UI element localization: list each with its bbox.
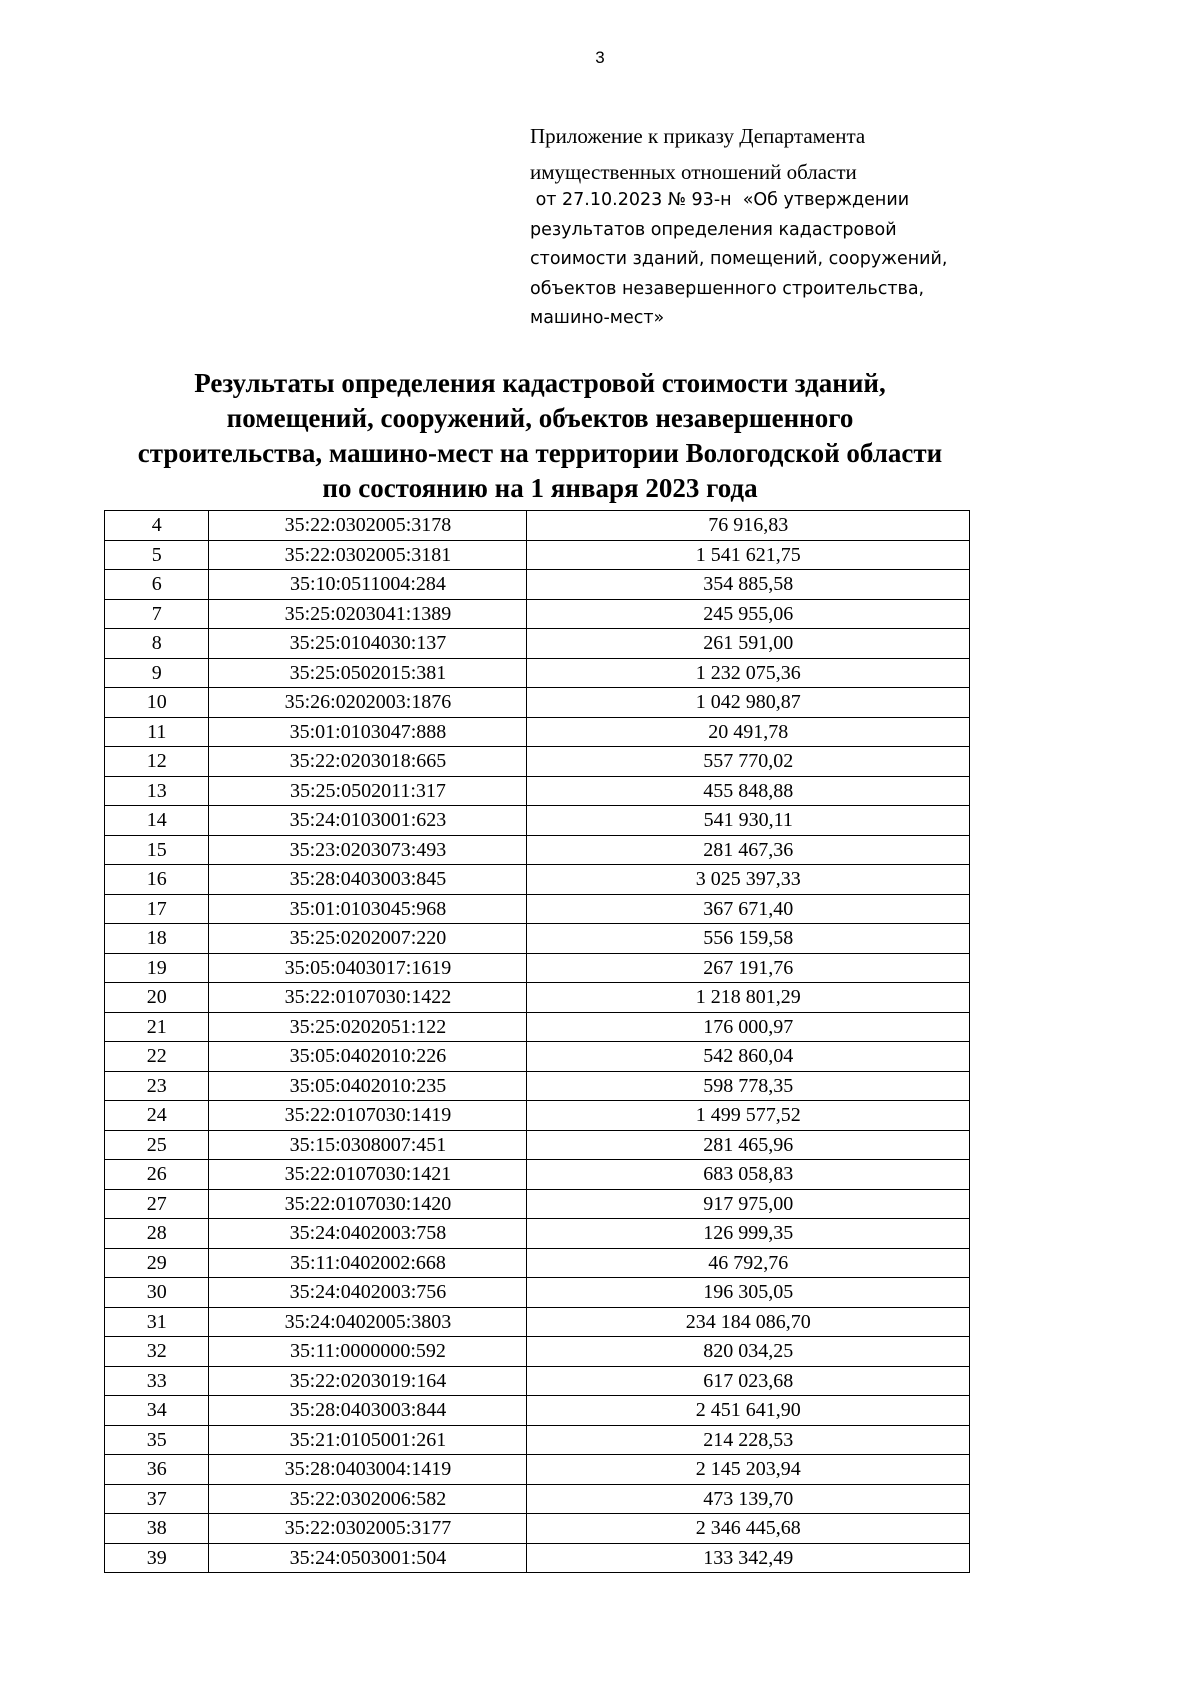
row-number-cell: 23 bbox=[105, 1071, 209, 1101]
table-row bbox=[105, 1425, 970, 1455]
table-row bbox=[105, 540, 970, 570]
cadastral-number-cell: 35:24:0402003:758 bbox=[209, 1219, 527, 1249]
cadastral-number-cell: 35:22:0107030:1420 bbox=[209, 1189, 527, 1219]
row-number-cell: 32 bbox=[105, 1337, 209, 1367]
table-row bbox=[105, 835, 970, 865]
cadastral-value-cell: 556 159,58 bbox=[527, 924, 970, 954]
cadastral-value-cell: 455 848,88 bbox=[527, 776, 970, 806]
cadastral-value-cell: 133 342,49 bbox=[527, 1543, 970, 1573]
title-line-4: по состоянию на 1 января 2023 года bbox=[322, 473, 758, 503]
cadastral-number-cell: 35:22:0203019:164 bbox=[209, 1366, 527, 1396]
table-row bbox=[105, 983, 970, 1013]
row-number-cell: 12 bbox=[105, 747, 209, 777]
appendix-note bbox=[530, 118, 990, 334]
cadastral-value-cell: 76 916,83 bbox=[527, 511, 970, 541]
table-row bbox=[105, 688, 970, 718]
table-row bbox=[105, 658, 970, 688]
cadastral-value-cell: 281 467,36 bbox=[527, 835, 970, 865]
table-row bbox=[105, 894, 970, 924]
row-number-cell: 39 bbox=[105, 1543, 209, 1573]
row-number-cell: 25 bbox=[105, 1130, 209, 1160]
cadastral-number-cell: 35:25:0502015:381 bbox=[209, 658, 527, 688]
cadastral-value-cell: 1 042 980,87 bbox=[527, 688, 970, 718]
appendix-line-4: результатов определения кадастровой bbox=[530, 219, 897, 240]
row-number-cell: 36 bbox=[105, 1455, 209, 1485]
cadastral-number-cell: 35:22:0302005:3177 bbox=[209, 1514, 527, 1544]
cadastral-number-cell: 35:24:0503001:504 bbox=[209, 1543, 527, 1573]
table-row bbox=[105, 1455, 970, 1485]
cadastral-value-cell: 1 541 621,75 bbox=[527, 540, 970, 570]
table-row bbox=[105, 717, 970, 747]
table-row bbox=[105, 1130, 970, 1160]
table-row bbox=[105, 1543, 970, 1573]
row-number-cell: 28 bbox=[105, 1219, 209, 1249]
row-number-cell: 30 bbox=[105, 1278, 209, 1308]
cadastral-number-cell: 35:22:0107030:1422 bbox=[209, 983, 527, 1013]
row-number-cell: 27 bbox=[105, 1189, 209, 1219]
table-row bbox=[105, 1042, 970, 1072]
row-number-cell: 17 bbox=[105, 894, 209, 924]
title-line-3: строительства, машино-мест на территории Вологодской области bbox=[137, 438, 943, 468]
cadastral-value-cell: 2 346 445,68 bbox=[527, 1514, 970, 1544]
row-number-cell: 13 bbox=[105, 776, 209, 806]
cadastral-value-cell: 234 184 086,70 bbox=[527, 1307, 970, 1337]
cadastral-value-cell: 2 145 203,94 bbox=[527, 1455, 970, 1485]
cadastral-value-cell: 541 930,11 bbox=[527, 806, 970, 836]
cadastral-number-cell: 35:01:0103045:968 bbox=[209, 894, 527, 924]
appendix-line-1: Приложение к приказу Департамента bbox=[530, 124, 866, 148]
table-row bbox=[105, 1366, 970, 1396]
cadastral-number-cell: 35:10:0511004:284 bbox=[209, 570, 527, 600]
cadastral-value-cell: 1 499 577,52 bbox=[527, 1101, 970, 1131]
row-number-cell: 14 bbox=[105, 806, 209, 836]
table-row bbox=[105, 865, 970, 895]
table-row bbox=[105, 1160, 970, 1190]
appendix-line-3: от 27.10.2023 № 93-н «Об утверждении bbox=[530, 190, 910, 210]
appendix-line-7: машино-мест» bbox=[530, 308, 665, 328]
cadastral-value-cell: 617 023,68 bbox=[527, 1366, 970, 1396]
table-row bbox=[105, 1219, 970, 1249]
cadastral-value-cell: 683 058,83 bbox=[527, 1160, 970, 1190]
row-number-cell: 20 bbox=[105, 983, 209, 1013]
cadastral-number-cell: 35:26:0202003:1876 bbox=[209, 688, 527, 718]
row-number-cell: 9 bbox=[105, 658, 209, 688]
table-row bbox=[105, 747, 970, 777]
title-line-2: помещений, сооружений, объектов незавершенного bbox=[226, 403, 854, 433]
table-row bbox=[105, 1012, 970, 1042]
cadastral-number-cell: 35:25:0502011:317 bbox=[209, 776, 527, 806]
cadastral-number-cell: 35:24:0103001:623 bbox=[209, 806, 527, 836]
row-number-cell: 8 bbox=[105, 629, 209, 659]
cadastral-number-cell: 35:22:0107030:1421 bbox=[209, 1160, 527, 1190]
cadastral-number-cell: 35:01:0103047:888 bbox=[209, 717, 527, 747]
cadastral-value-cell: 20 491,78 bbox=[527, 717, 970, 747]
cadastral-value-cell: 176 000,97 bbox=[527, 1012, 970, 1042]
cadastral-value-cell: 598 778,35 bbox=[527, 1071, 970, 1101]
row-number-cell: 18 bbox=[105, 924, 209, 954]
row-number-cell: 21 bbox=[105, 1012, 209, 1042]
table-row bbox=[105, 1484, 970, 1514]
cadastral-value-cell: 196 305,05 bbox=[527, 1278, 970, 1308]
cadastral-number-cell: 35:11:0000000:592 bbox=[209, 1337, 527, 1367]
appendix-line-2: имущественных отношений области bbox=[530, 160, 857, 184]
table-row bbox=[105, 511, 970, 541]
row-number-cell: 34 bbox=[105, 1396, 209, 1426]
table-row bbox=[105, 570, 970, 600]
row-number-cell: 5 bbox=[105, 540, 209, 570]
table-row bbox=[105, 924, 970, 954]
cadastral-value-cell: 1 218 801,29 bbox=[527, 983, 970, 1013]
row-number-cell: 11 bbox=[105, 717, 209, 747]
cadastral-number-cell: 35:23:0203073:493 bbox=[209, 835, 527, 865]
cadastral-value-cell: 281 465,96 bbox=[527, 1130, 970, 1160]
cadastral-number-cell: 35:22:0302005:3181 bbox=[209, 540, 527, 570]
table-row bbox=[105, 1337, 970, 1367]
cadastral-number-cell: 35:25:0202051:122 bbox=[209, 1012, 527, 1042]
cadastral-value-cell: 354 885,58 bbox=[527, 570, 970, 600]
table-row bbox=[105, 776, 970, 806]
cadastral-number-cell: 35:22:0302005:3178 bbox=[209, 511, 527, 541]
table-row bbox=[105, 1189, 970, 1219]
cadastral-number-cell: 35:28:0403003:845 bbox=[209, 865, 527, 895]
table-row bbox=[105, 1278, 970, 1308]
row-number-cell: 4 bbox=[105, 511, 209, 541]
appendix-line-5: стоимости зданий, помещений, сооружений, bbox=[530, 249, 948, 269]
row-number-cell: 22 bbox=[105, 1042, 209, 1072]
cadastral-number-cell: 35:11:0402002:668 bbox=[209, 1248, 527, 1278]
row-number-cell: 38 bbox=[105, 1514, 209, 1544]
cadastral-number-cell: 35:25:0203041:1389 bbox=[209, 599, 527, 629]
cadastral-value-cell: 820 034,25 bbox=[527, 1337, 970, 1367]
row-number-cell: 16 bbox=[105, 865, 209, 895]
cadastral-value-cell: 917 975,00 bbox=[527, 1189, 970, 1219]
cadastral-number-cell: 35:22:0302006:582 bbox=[209, 1484, 527, 1514]
row-number-cell: 19 bbox=[105, 953, 209, 983]
cadastral-number-cell: 35:24:0402005:3803 bbox=[209, 1307, 527, 1337]
table-row bbox=[105, 1071, 970, 1101]
table-row bbox=[105, 1248, 970, 1278]
table-row bbox=[105, 599, 970, 629]
cadastral-value-cell: 1 232 075,36 bbox=[527, 658, 970, 688]
cadastral-value-cell: 46 792,76 bbox=[527, 1248, 970, 1278]
row-number-cell: 10 bbox=[105, 688, 209, 718]
cadastral-value-cell: 261 591,00 bbox=[527, 629, 970, 659]
row-number-cell: 24 bbox=[105, 1101, 209, 1131]
table-row bbox=[105, 1396, 970, 1426]
cadastral-number-cell: 35:05:0402010:226 bbox=[209, 1042, 527, 1072]
cadastral-value-cell: 557 770,02 bbox=[527, 747, 970, 777]
title-line-1: Результаты определения кадастровой стоимости зданий, bbox=[194, 368, 886, 398]
cadastral-value-table bbox=[104, 510, 970, 1573]
cadastral-number-cell: 35:25:0202007:220 bbox=[209, 924, 527, 954]
cadastral-value-cell: 267 191,76 bbox=[527, 953, 970, 983]
cadastral-value-cell: 2 451 641,90 bbox=[527, 1396, 970, 1426]
cadastral-number-cell: 35:28:0403003:844 bbox=[209, 1396, 527, 1426]
row-number-cell: 37 bbox=[105, 1484, 209, 1514]
table-body bbox=[105, 511, 970, 1573]
document-title bbox=[60, 366, 1020, 506]
row-number-cell: 29 bbox=[105, 1248, 209, 1278]
cadastral-value-cell: 542 860,04 bbox=[527, 1042, 970, 1072]
table-row bbox=[105, 806, 970, 836]
table-row bbox=[105, 1514, 970, 1544]
table-row bbox=[105, 1101, 970, 1131]
cadastral-value-cell: 473 139,70 bbox=[527, 1484, 970, 1514]
row-number-cell: 31 bbox=[105, 1307, 209, 1337]
cadastral-value-cell: 367 671,40 bbox=[527, 894, 970, 924]
row-number-cell: 35 bbox=[105, 1425, 209, 1455]
cadastral-value-cell: 3 025 397,33 bbox=[527, 865, 970, 895]
cadastral-number-cell: 35:28:0403004:1419 bbox=[209, 1455, 527, 1485]
row-number-cell: 26 bbox=[105, 1160, 209, 1190]
row-number-cell: 7 bbox=[105, 599, 209, 629]
cadastral-number-cell: 35:25:0104030:137 bbox=[209, 629, 527, 659]
table-row bbox=[105, 953, 970, 983]
cadastral-number-cell: 35:15:0308007:451 bbox=[209, 1130, 527, 1160]
cadastral-value-cell: 245 955,06 bbox=[527, 599, 970, 629]
table-row bbox=[105, 1307, 970, 1337]
table-row bbox=[105, 629, 970, 659]
row-number-cell: 6 bbox=[105, 570, 209, 600]
cadastral-number-cell: 35:22:0203018:665 bbox=[209, 747, 527, 777]
cadastral-value-cell: 214 228,53 bbox=[527, 1425, 970, 1455]
cadastral-number-cell: 35:05:0403017:1619 bbox=[209, 953, 527, 983]
cadastral-value-cell: 126 999,35 bbox=[527, 1219, 970, 1249]
row-number-cell: 15 bbox=[105, 835, 209, 865]
appendix-line-6: объектов незавершенного строительства, bbox=[530, 278, 925, 299]
page-number: 3 bbox=[595, 48, 605, 67]
cadastral-number-cell: 35:22:0107030:1419 bbox=[209, 1101, 527, 1131]
cadastral-number-cell: 35:05:0402010:235 bbox=[209, 1071, 527, 1101]
cadastral-number-cell: 35:21:0105001:261 bbox=[209, 1425, 527, 1455]
cadastral-number-cell: 35:24:0402003:756 bbox=[209, 1278, 527, 1308]
row-number-cell: 33 bbox=[105, 1366, 209, 1396]
